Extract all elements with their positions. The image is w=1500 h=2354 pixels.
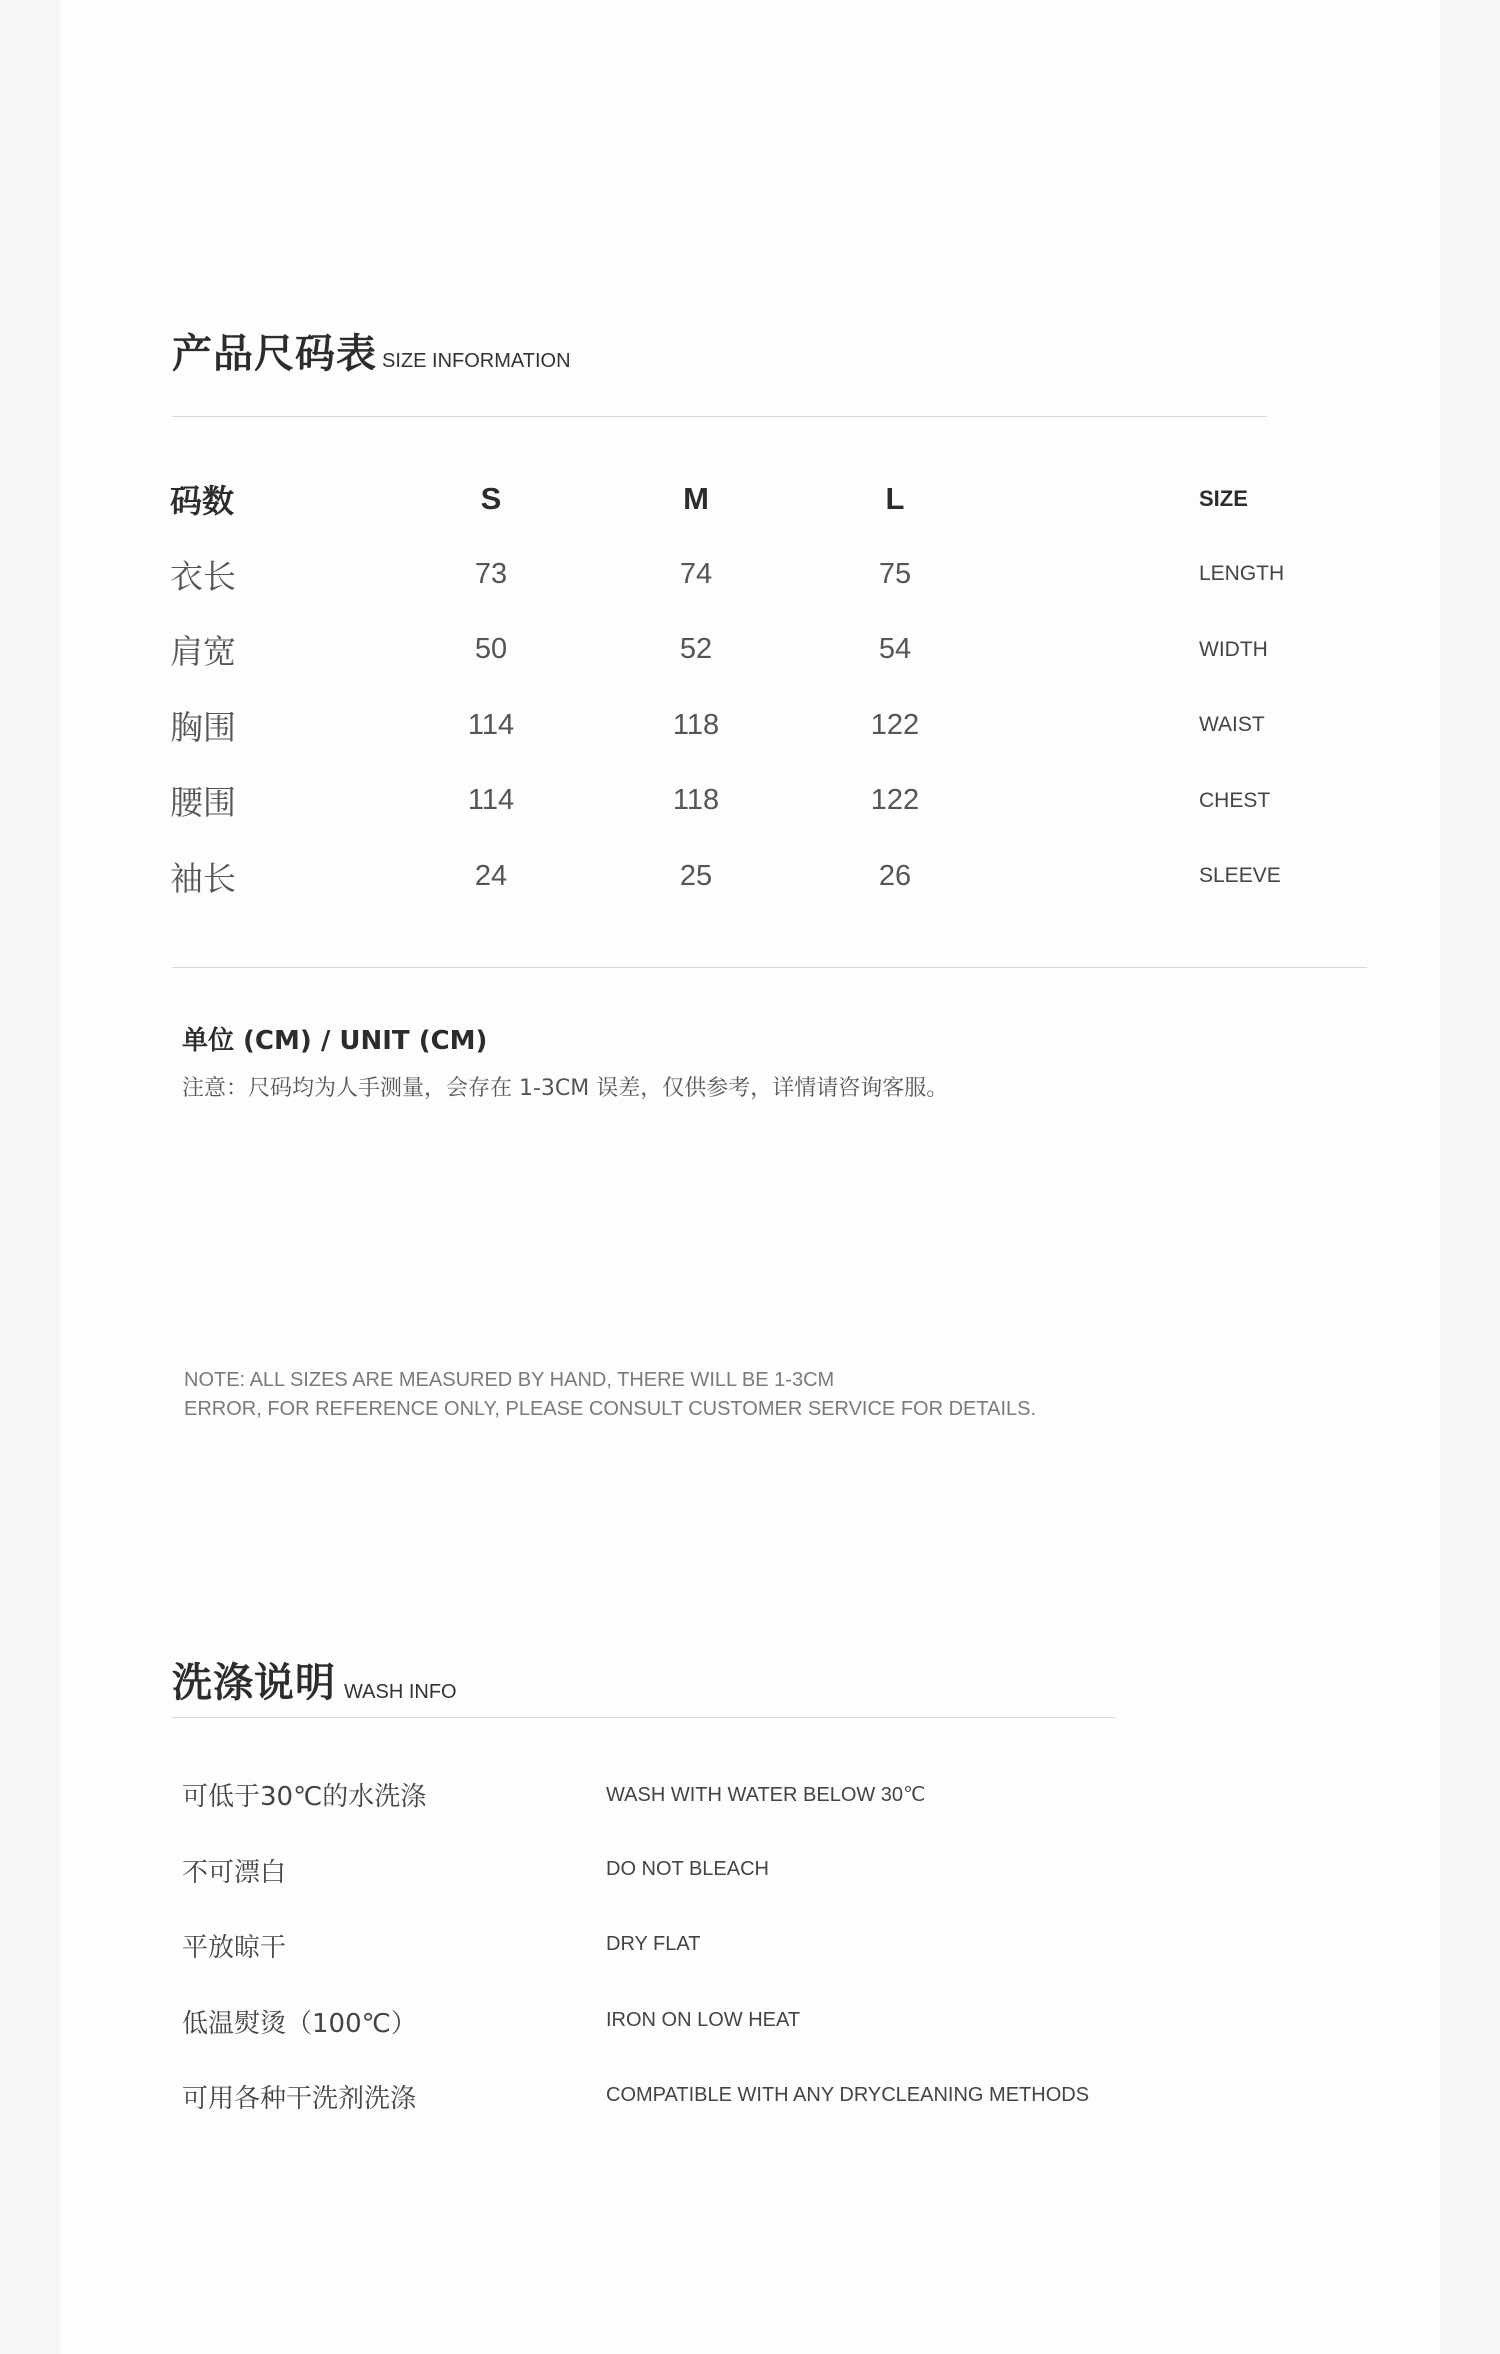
list-item: [182, 2078, 1382, 2118]
list-item: [182, 2003, 1382, 2043]
row-value-s: 24: [474, 859, 508, 892]
unit-label: 单位 (CM) / UNIT (CM): [182, 1026, 488, 1056]
row-label: 腰围: [170, 783, 236, 823]
note-en: [184, 1366, 1036, 1424]
size-title-divider: [172, 416, 1267, 417]
wash-list: [182, 1776, 1382, 2136]
size-table: [170, 461, 1370, 914]
row-label: 肩宽: [170, 632, 236, 672]
row-label-en: LENGTH: [1199, 562, 1285, 586]
wash-item-cn: 低温熨烫（100℃）: [182, 2008, 417, 2039]
row-value-m: 25: [679, 859, 713, 892]
size-header-l: L: [885, 480, 905, 516]
row-value-m: 118: [672, 784, 720, 817]
list-item: [182, 1927, 1382, 1967]
list-item: [182, 1776, 1382, 1816]
wash-item-cn: 平放晾干: [182, 1933, 287, 1963]
size-header-m: M: [683, 480, 709, 516]
table-row: [170, 537, 1370, 613]
row-label: 衣长: [170, 556, 236, 596]
wash-item-en: WASH WITH WATER BELOW 30℃: [606, 1784, 926, 1806]
table-row: [170, 612, 1370, 688]
row-value-m: 52: [679, 633, 713, 666]
table-row: [170, 688, 1370, 764]
note-cn: 注意：尺码均为人手测量，会存在 1-3CM 误差，仅供参考，详情请咨询客服。: [182, 1076, 949, 1101]
row-label: 胸围: [170, 707, 236, 747]
row-value-s: 50: [474, 633, 508, 666]
page: [60, 0, 1440, 2354]
row-value-m: 74: [679, 557, 713, 590]
row-label: 袖长: [170, 858, 236, 898]
row-label-en: WIDTH: [1199, 637, 1268, 661]
list-item: [182, 1852, 1382, 1892]
wash-item-en: COMPATIBLE WITH ANY DRYCLEANING METHODS: [606, 2084, 1090, 2106]
row-label-en: WAIST: [1199, 713, 1265, 737]
wash-item-en: DO NOT BLEACH: [606, 1857, 769, 1880]
row-value-l: 54: [878, 633, 912, 666]
row-value-l: 122: [870, 708, 920, 741]
row-value-s: 114: [467, 784, 515, 817]
size-header-s: S: [480, 480, 502, 516]
row-value-l: 26: [878, 859, 912, 892]
wash-item-cn: 可低于30℃的水洗涤: [182, 1782, 427, 1812]
note-en-line1: NOTE: ALL SIZES ARE MEASURED BY HAND, THERE WILL BE 1-3CM: [184, 1369, 835, 1391]
wash-item-cn: 不可漂白: [182, 1857, 287, 1888]
wash-section-subtitle: WASH INFO: [344, 1681, 457, 1703]
row-value-s: 73: [474, 557, 508, 590]
row-label-en: CHEST: [1199, 788, 1271, 812]
size-header-en: SIZE: [1199, 485, 1248, 511]
size-section-subtitle: SIZE INFORMATION: [382, 350, 571, 372]
wash-item-en: DRY FLAT: [606, 1933, 701, 1955]
wash-item-cn: 可用各种干洗剂洗涤: [182, 2084, 417, 2114]
row-value-m: 118: [672, 708, 720, 741]
row-label-en: SLEEVE: [1199, 864, 1281, 888]
size-section-title: 产品尺码表: [172, 331, 377, 377]
note-en-line2: ERROR, FOR REFERENCE ONLY, PLEASE CONSULT CUSTOMER SERVICE FOR DETAILS.: [184, 1398, 1037, 1420]
table-row: [170, 763, 1370, 839]
row-value-l: 75: [878, 557, 912, 590]
size-table-divider: [172, 967, 1367, 968]
size-table-header: [170, 461, 1370, 537]
size-header-label: 码数: [170, 481, 235, 520]
row-value-s: 114: [467, 708, 515, 741]
wash-section-title: 洗涤说明: [172, 1660, 336, 1706]
wash-title-divider: [172, 1717, 1115, 1718]
row-value-l: 122: [870, 784, 920, 817]
wash-item-en: IRON ON LOW HEAT: [606, 2008, 801, 2031]
table-row: [170, 839, 1370, 915]
